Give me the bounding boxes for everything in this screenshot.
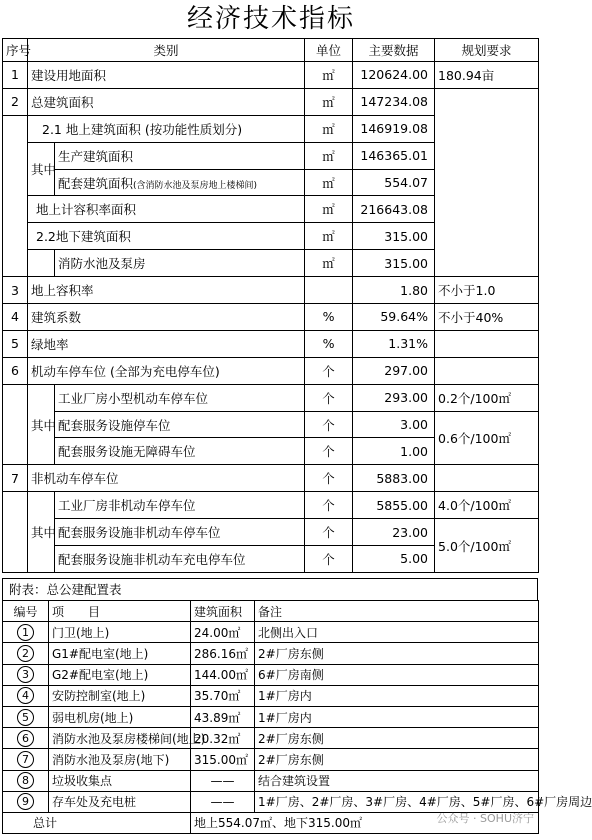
annex-item: 消防水池及泵房(地下) [49,749,191,770]
row-unit: % [305,330,353,357]
annex-total-value: 地上554.07㎡、地下315.00㎡ [191,812,539,833]
header-value: 主要数据 [353,39,435,62]
row-value: 23.00 [353,519,435,546]
row-no: 4 [3,304,28,331]
row-unit: ㎡ [305,88,353,115]
row-unit: 个 [305,519,353,546]
annex-item: 垃圾收集点 [49,770,191,791]
circled-number: 1 [17,624,34,641]
table-row [3,62,539,89]
annex-note: 1#厂房、2#厂房、3#厂房、4#厂房、5#厂房、6#厂房周边 [255,791,539,812]
row-requirement: 4.0个/100㎡ [435,492,539,519]
row-name: 工业厂房非机动车停车位 [55,492,305,519]
group-label: 其中 [28,384,55,465]
row-value: 1.00 [353,438,435,465]
circled-number: 7 [17,751,34,768]
sheet-title: 经济技术指标 [186,4,355,34]
annex-area: 20.32㎡ [191,728,255,749]
row-name: 绿地率 [28,330,305,357]
annex-no [3,622,49,643]
header-category: 类别 [28,39,305,62]
table-row [3,384,539,411]
annex-no [3,791,49,812]
row-requirement: 0.2个/100㎡ [435,384,539,411]
row-value: 554.07 [353,169,435,196]
circled-number: 9 [17,793,34,810]
annex-row [3,728,539,749]
row-unit: ㎡ [305,115,353,142]
row-value: 5855.00 [353,492,435,519]
row-unit: ㎡ [305,223,353,250]
circled-number: 8 [17,772,34,789]
table-row [3,88,539,115]
annex-no [3,706,49,727]
annex-note: 1#厂房内 [255,706,539,727]
circled-number: 6 [17,730,34,747]
row-requirement: 5.0个/100㎡ [435,519,539,573]
row-name: 配套服务设施无障碍车位 [55,438,305,465]
group-label: 其中 [28,142,55,196]
annex-row [3,685,539,706]
row-value: 3.00 [353,411,435,438]
header-unit: 单位 [305,39,353,62]
circled-number: 5 [17,709,34,726]
row-value: 216643.08 [353,196,435,223]
circled-number: 3 [17,666,34,683]
annex-note: 1#厂房内 [255,685,539,706]
annex-area: —— [191,791,255,812]
row-name: 地上容积率 [28,277,305,304]
row-name: 2.1 地上建筑面积 (按功能性质划分) [28,115,305,142]
row-unit: ㎡ [305,142,353,169]
row-name: 地上计容积率面积 [28,196,305,223]
table-row [3,277,539,304]
row-unit: 个 [305,465,353,492]
annex-no [3,728,49,749]
row-name: 生产建筑面积 [55,142,305,169]
row-requirement [435,357,539,384]
row-requirement [435,88,539,276]
table-row [3,492,539,519]
annex-row [3,770,539,791]
annex-row [3,664,539,685]
row-unit: 个 [305,411,353,438]
annex-area: 24.00㎡ [191,622,255,643]
annex-header-no: 编号 [3,601,49,622]
row-no-blank [3,492,28,573]
row-no-blank [3,115,28,276]
row-name: 配套服务设施停车位 [55,411,305,438]
row-name: 非机动车停车位 [28,465,305,492]
table-row [3,465,539,492]
row-unit: 个 [305,492,353,519]
table-row [3,330,539,357]
annex-header-area: 建筑面积 [191,601,255,622]
row-no: 3 [3,277,28,304]
row-value: 59.64% [353,304,435,331]
annex-note: 2#厂房东侧 [255,643,539,664]
row-unit: ㎡ [305,250,353,277]
table-row [3,357,539,384]
annex-note: 北侧出入口 [255,622,539,643]
annex-item: G1#配电室(地上) [49,643,191,664]
row-requirement: 180.94亩 [435,62,539,89]
row-name-text: 配套建筑面积 [58,175,134,191]
annex-header-note: 备注 [255,601,539,622]
annex-row [3,706,539,727]
annex-total-label: 总计 [3,812,191,833]
row-value: 297.00 [353,357,435,384]
row-name: 建设用地面积 [28,62,305,89]
table-header-row [3,39,539,62]
annex-note: 2#厂房东侧 [255,728,539,749]
annex-no [3,685,49,706]
row-unit: ㎡ [305,62,353,89]
row-value: 147234.08 [353,88,435,115]
annex-table [2,600,592,834]
annex-item: G2#配电室(地上) [49,664,191,685]
row-name: 建筑系数 [28,304,305,331]
annex-item: 弱电机房(地上) [49,706,191,727]
annex-area: 35.70㎡ [191,685,255,706]
annex-area: 315.00㎡ [191,749,255,770]
row-name: 配套服务设施非机动车停车位 [55,519,305,546]
annex-item: 安防控制室(地上) [49,685,191,706]
row-name [55,169,305,196]
annex-no [3,643,49,664]
watermark: 公众号 · SOHU济宁 [436,812,534,825]
row-value: 120624.00 [353,62,435,89]
row-requirement: 不小于40% [435,304,539,331]
annex-area: 43.89㎡ [191,706,255,727]
row-value: 5883.00 [353,465,435,492]
annex-note: 结合建筑设置 [255,770,539,791]
row-no: 2 [3,88,28,115]
row-requirement [435,465,539,492]
row-name: 机动车停车位 (全部为充电停车位) [28,357,305,384]
row-unit: 个 [305,384,353,411]
row-requirement: 0.6个/100㎡ [435,411,539,465]
annex-area: 144.00㎡ [191,664,255,685]
annex-title: 附表：总公建配置表 [2,578,538,600]
annex-row [3,622,539,643]
row-no: 5 [3,330,28,357]
row-unit: % [305,304,353,331]
annex-row [3,749,539,770]
row-value: 1.80 [353,277,435,304]
row-value: 146365.01 [353,142,435,169]
row-unit: 个 [305,438,353,465]
row-unit [305,277,353,304]
row-no: 7 [3,465,28,492]
row-no: 6 [3,357,28,384]
annex-no [3,749,49,770]
annex-item: 消防水池及泵房楼梯间(地上) [49,728,191,749]
row-name: 消防水池及泵房 [55,250,305,277]
circled-number: 2 [17,645,34,662]
annex-item: 存车处及充电桩 [49,791,191,812]
table-row [3,411,539,438]
annex-note: 6#厂房南侧 [255,664,539,685]
row-value: 5.00 [353,546,435,573]
header-requirement: 规划要求 [435,39,539,62]
annex-area: —— [191,770,255,791]
annex-header-row [3,601,539,622]
row-requirement: 不小于1.0 [435,277,539,304]
row-note: (含消防水池及泵房地上楼梯间) [133,180,258,191]
annex-no [3,664,49,685]
row-value: 293.00 [353,384,435,411]
row-name: 配套服务设施非机动车充电停车位 [55,546,305,573]
row-value: 1.31% [353,330,435,357]
row-no: 1 [3,62,28,89]
row-no-blank [3,384,28,465]
row-unit: ㎡ [305,196,353,223]
blank-cell [28,250,55,277]
annex-item: 门卫(地上) [49,622,191,643]
row-requirement [435,330,539,357]
indicator-table [2,38,539,573]
circled-number: 4 [17,687,34,704]
row-value: 146919.08 [353,115,435,142]
annex-header-item: 项 目 [49,601,191,622]
header-no: 序号 [3,39,28,62]
row-value: 315.00 [353,250,435,277]
row-unit: 个 [305,546,353,573]
annex-row [3,643,539,664]
row-name: 2.2地下建筑面积 [28,223,305,250]
annex-area: 286.16㎡ [191,643,255,664]
row-name: 工业厂房小型机动车停车位 [55,384,305,411]
annex-note: 2#厂房东侧 [255,749,539,770]
row-value: 315.00 [353,223,435,250]
group-label: 其中 [28,492,55,573]
row-unit: ㎡ [305,169,353,196]
annex-no [3,770,49,791]
row-name: 总建筑面积 [28,88,305,115]
table-row [3,304,539,331]
row-unit: 个 [305,357,353,384]
table-row [3,519,539,546]
